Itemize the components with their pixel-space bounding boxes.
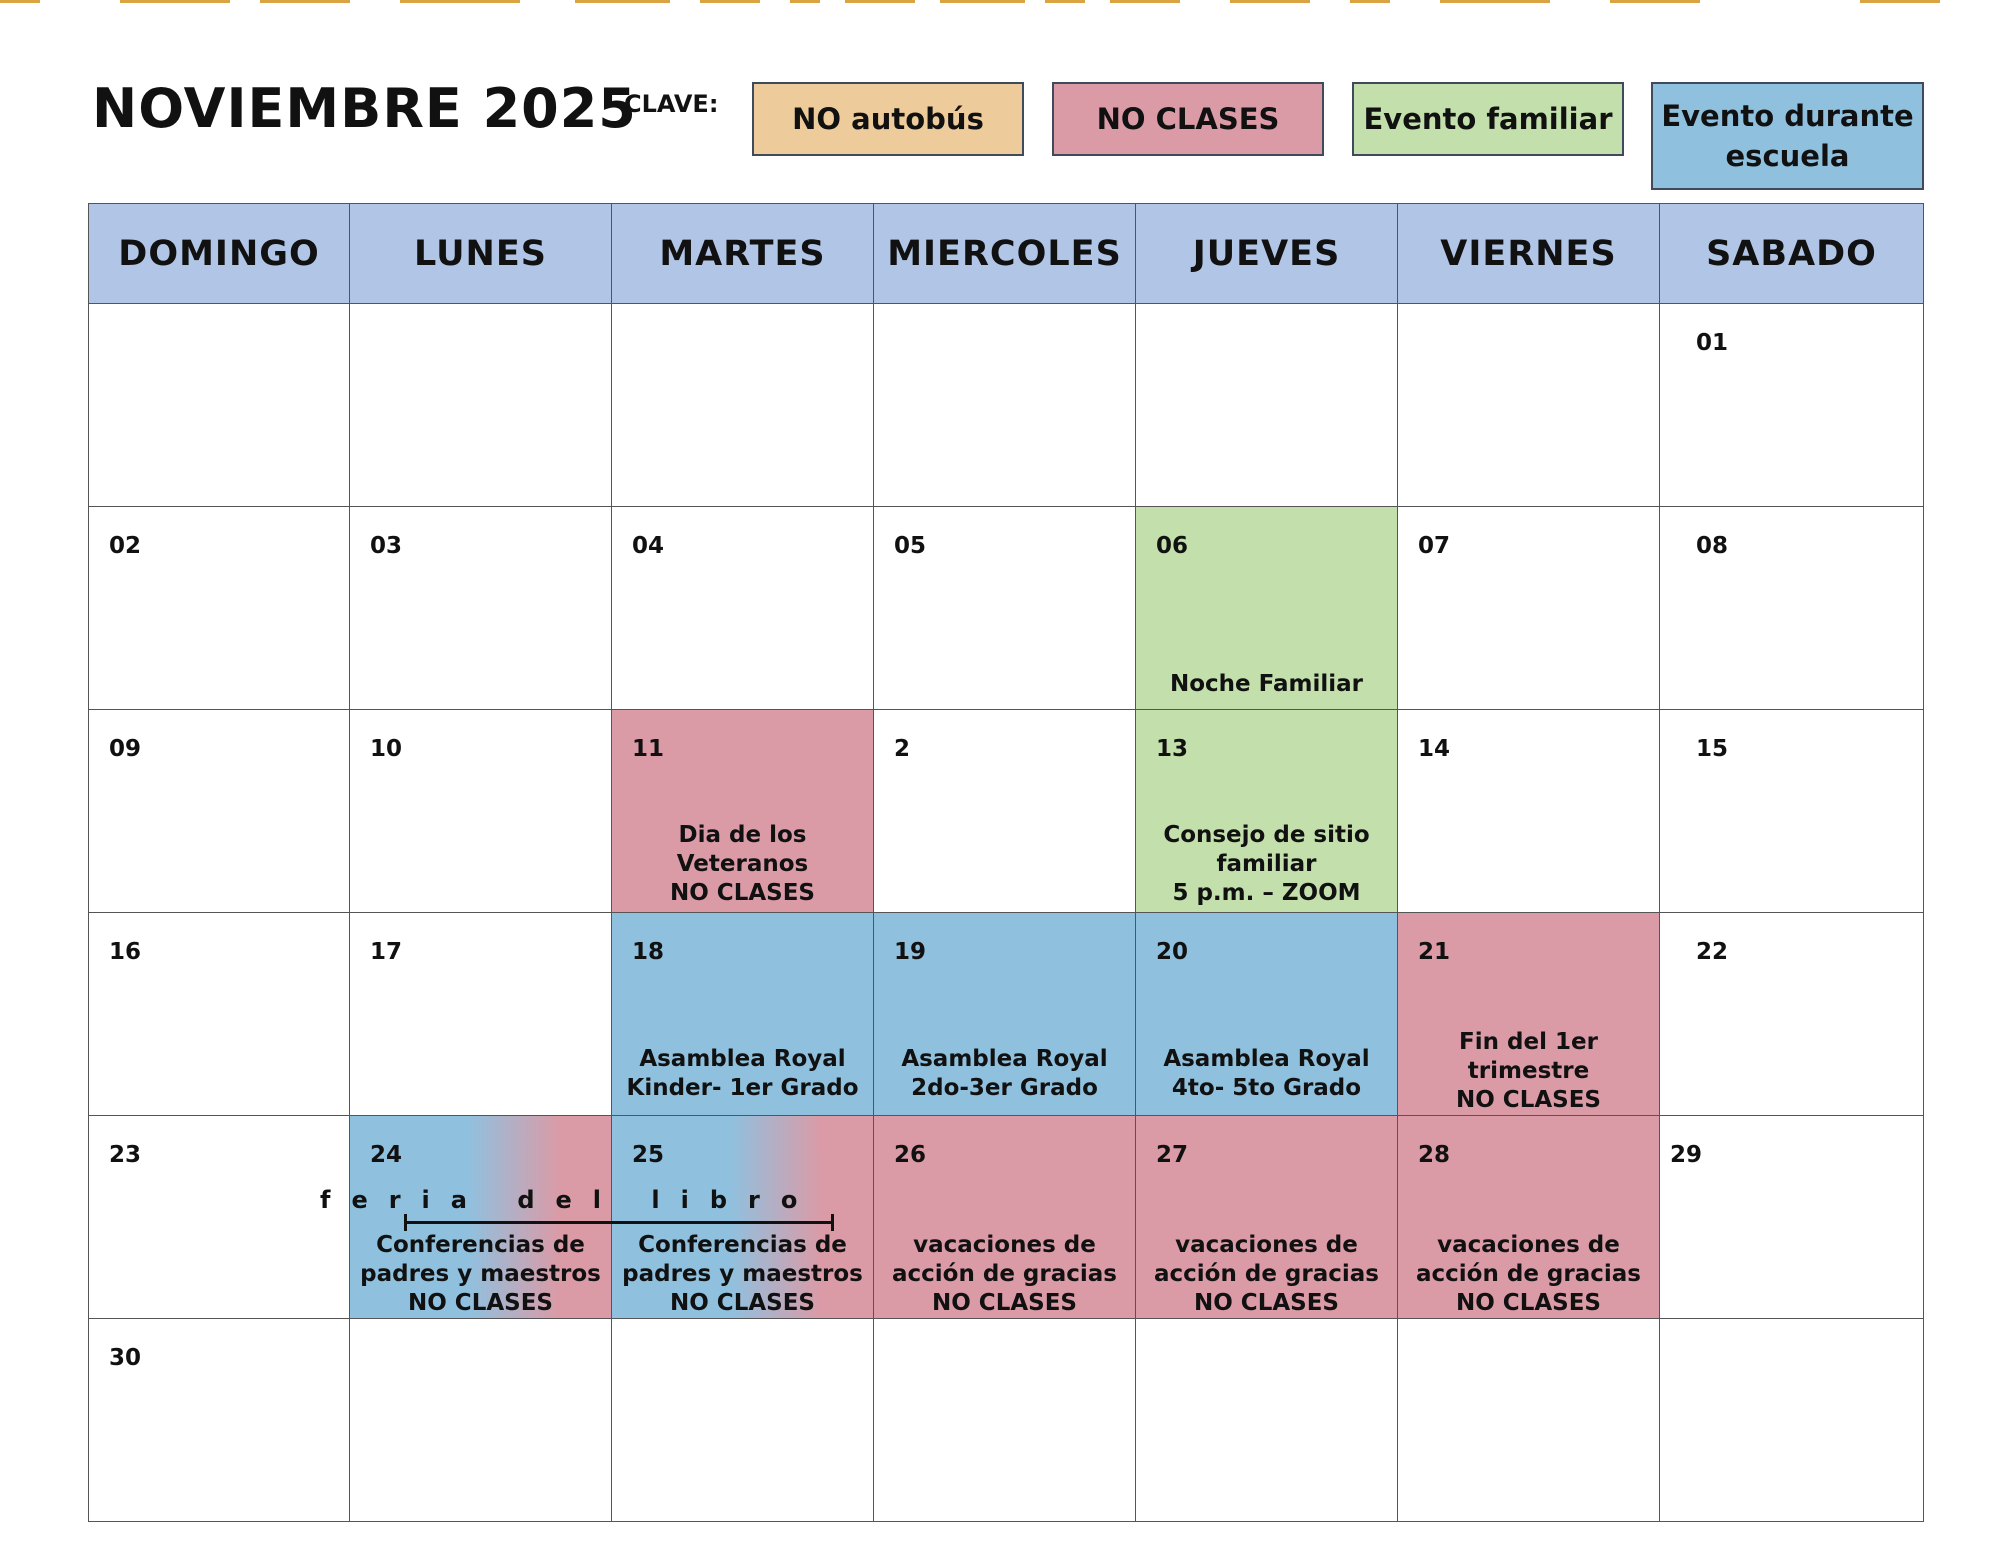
- day-cell-conferences: [350, 1116, 612, 1319]
- book-fair-label: feria del libro: [320, 1186, 819, 1214]
- week-row: [88, 1319, 1924, 1522]
- day-cell-no-classes: [1136, 1116, 1398, 1319]
- page-title: NOVIEMBRE 2025: [92, 77, 637, 140]
- day-number: 03: [370, 533, 403, 559]
- day-cell: [612, 1319, 874, 1522]
- weekday-header: JUEVES: [1136, 203, 1398, 304]
- legend-family-event: Evento familiar: [1352, 82, 1624, 156]
- day-cell: [874, 304, 1136, 507]
- day-number: 14: [1418, 736, 1451, 762]
- day-cell: [350, 507, 612, 710]
- day-number: 19: [894, 939, 927, 965]
- day-number: 21: [1418, 939, 1451, 965]
- day-cell: [1660, 507, 1924, 710]
- day-cell-school-event: [612, 913, 874, 1116]
- weekday-header: VIERNES: [1398, 203, 1660, 304]
- week-row: [88, 710, 1924, 913]
- day-cell: [1660, 710, 1924, 913]
- day-cell-no-classes: [1398, 1116, 1660, 1319]
- week-row: [88, 1116, 1924, 1319]
- calendar-grid: [88, 203, 1924, 1522]
- event-text: Asamblea Royal 2do-3er Grado: [901, 1046, 1108, 1101]
- day-cell: [1660, 1116, 1924, 1319]
- weekday-header: MIERCOLES: [874, 203, 1136, 304]
- day-cell: [612, 304, 874, 507]
- day-cell: [874, 507, 1136, 710]
- day-number: 30: [109, 1345, 142, 1371]
- day-cell: [88, 304, 350, 507]
- weekday-header-row: [88, 203, 1924, 304]
- day-cell: [88, 1319, 350, 1522]
- day-number: 23: [109, 1142, 142, 1168]
- legend-school-event: Evento durante escuela: [1651, 82, 1924, 190]
- book-fair-span-line: [404, 1221, 834, 1224]
- day-number: 16: [109, 939, 142, 965]
- day-cell: [88, 913, 350, 1116]
- legend-no-classes: NO CLASES: [1052, 82, 1324, 156]
- day-cell-no-classes: [1398, 913, 1660, 1116]
- weekday-header: DOMINGO: [88, 203, 350, 304]
- day-number: 29: [1670, 1142, 1703, 1168]
- weekday-header: MARTES: [612, 203, 874, 304]
- book-fair-span-start: [404, 1214, 407, 1231]
- day-number: 02: [109, 533, 142, 559]
- day-cell-conferences: [612, 1116, 874, 1319]
- day-cell: [350, 1319, 612, 1522]
- event-text: Dia de los Veteranos NO CLASES: [670, 822, 815, 906]
- day-number: 06: [1156, 533, 1189, 559]
- event-text: vacaciones de acción de gracias NO CLASES: [1154, 1232, 1379, 1316]
- event-text: vacaciones de acción de gracias NO CLASES: [1416, 1232, 1641, 1316]
- day-number: 22: [1696, 939, 1729, 965]
- day-number: 07: [1418, 533, 1451, 559]
- legend-key-label: CLAVE:: [624, 90, 719, 118]
- day-number: 08: [1696, 533, 1729, 559]
- day-number: 05: [894, 533, 927, 559]
- day-cell: [88, 710, 350, 913]
- day-cell: [1660, 304, 1924, 507]
- day-cell: [1398, 1319, 1660, 1522]
- event-text: Consejo de sitio familiar 5 p.m. – ZOOM: [1163, 822, 1370, 906]
- week-row: [88, 304, 1924, 507]
- legend-no-bus: NO autobús: [752, 82, 1024, 156]
- day-number: 24: [370, 1142, 403, 1168]
- day-number: 2: [894, 736, 911, 762]
- day-number: 27: [1156, 1142, 1189, 1168]
- day-cell-school-event: [1136, 913, 1398, 1116]
- weekday-header: LUNES: [350, 203, 612, 304]
- decorative-top-border: [0, 0, 2000, 4]
- day-number: 13: [1156, 736, 1189, 762]
- day-cell: [1398, 304, 1660, 507]
- day-cell: [88, 1116, 350, 1319]
- day-number: 25: [632, 1142, 665, 1168]
- day-cell: [1136, 1319, 1398, 1522]
- event-text: Asamblea Royal Kinder- 1er Grado: [626, 1046, 859, 1101]
- week-row: [88, 913, 1924, 1116]
- event-text: vacaciones de acción de gracias NO CLASES: [892, 1232, 1117, 1316]
- day-cell-family-event: [1136, 507, 1398, 710]
- event-text: Fin del 1er trimestre NO CLASES: [1456, 1029, 1601, 1113]
- day-number: 18: [632, 939, 665, 965]
- day-number: 09: [109, 736, 142, 762]
- day-cell: [612, 507, 874, 710]
- day-number: 17: [370, 939, 403, 965]
- day-cell-school-event: [874, 913, 1136, 1116]
- day-cell: [1398, 507, 1660, 710]
- day-cell: [350, 913, 612, 1116]
- weekday-header: SABADO: [1660, 203, 1924, 304]
- week-row: [88, 507, 1924, 710]
- day-number: 20: [1156, 939, 1189, 965]
- day-cell: [1660, 1319, 1924, 1522]
- day-number: 04: [632, 533, 665, 559]
- day-cell: [350, 710, 612, 913]
- day-cell: [874, 710, 1136, 913]
- day-cell-no-classes: [612, 710, 874, 913]
- day-cell: [1398, 710, 1660, 913]
- day-cell: [874, 1319, 1136, 1522]
- day-number: 26: [894, 1142, 927, 1168]
- day-cell: [88, 507, 350, 710]
- day-cell: [350, 304, 612, 507]
- day-number: 10: [370, 736, 403, 762]
- event-text: Noche Familiar: [1169, 671, 1364, 697]
- event-text: Conferencias de padres y maestros NO CLASES: [360, 1232, 601, 1316]
- day-cell: [1136, 304, 1398, 507]
- day-number: 11: [632, 736, 665, 762]
- day-cell-family-event: [1136, 710, 1398, 913]
- day-number: 01: [1696, 330, 1729, 356]
- day-number: 15: [1696, 736, 1729, 762]
- day-number: 28: [1418, 1142, 1451, 1168]
- book-fair-span-end: [831, 1214, 834, 1231]
- event-text: Conferencias de padres y maestros NO CLASES: [622, 1232, 863, 1316]
- day-cell: [1660, 913, 1924, 1116]
- event-text: Asamblea Royal 4to- 5to Grado: [1163, 1046, 1370, 1101]
- day-cell-no-classes: [874, 1116, 1136, 1319]
